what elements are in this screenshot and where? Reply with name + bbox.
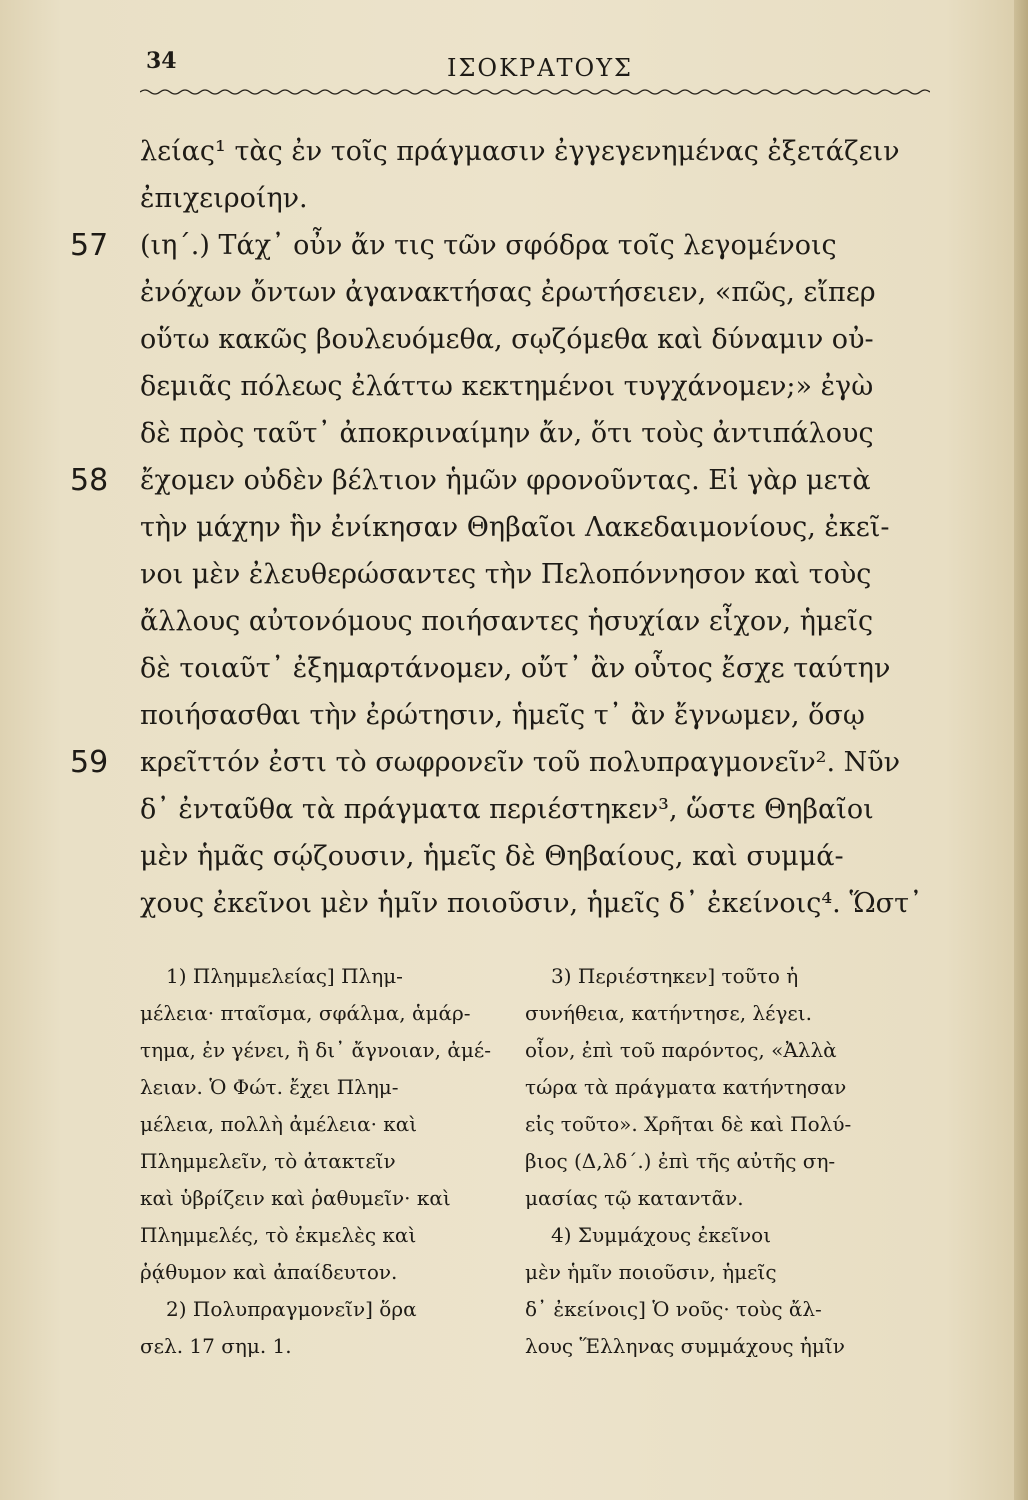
text-line (70, 504, 950, 551)
footnote-line: ῥᾴθυμον καὶ ἀπαίδευτον. (140, 1260, 398, 1284)
footnote-line: 1) Πλημμελείας] Πλημ- (166, 964, 403, 988)
footnote-line: λειαν. Ὁ Φώτ. ἔχει Πλημ- (140, 1075, 399, 1099)
line-text: δ᾽ ἐνταῦθα τὰ πράγματα περιέστηκεν³, ὥστε Θηβαῖοι (140, 794, 874, 825)
line-text: λείας¹ τὰς ἐν τοῖς πράγμασιν ἐγγεγενημένας ἐξετάζειν (140, 136, 900, 167)
footnote-line: Πλημμελές, τὸ ἐκμελὲς καὶ (140, 1223, 417, 1247)
footnote-line: δ᾽ ἐκείνοις] Ὁ νοῦς· τοὺς ἄλ- (525, 1297, 822, 1321)
text-line (70, 457, 950, 504)
text-line (70, 128, 950, 175)
line-text: τὴν μάχην ἣν ἐνίκησαν Θηβαῖοι Λακεδαιμονίους, ἐκεῖ- (140, 512, 890, 543)
footnote-line: οἷον, ἐπὶ τοῦ παρόντος, «Ἀλλὰ (525, 1038, 837, 1062)
footnote-line: μέλεια, πολλὴ ἀμέλεια· καὶ (140, 1112, 418, 1136)
line-text: χους ἐκεῖνοι μὲν ἡμῖν ποιοῦσιν, ἡμεῖς δ᾽ ἐκείνοις⁴. Ὥστ᾽ (140, 888, 923, 919)
section-number: 59 (70, 745, 109, 780)
running-head: ΙΣΟΚΡΑΤΟΥΣ (446, 54, 634, 82)
line-text: ποιήσασθαι τὴν ἐρώτησιν, ἡμεῖς τ᾽ ἂν ἔγνωμεν, ὅσῳ (140, 700, 865, 731)
footnotes-right (525, 958, 925, 1365)
text-line (70, 410, 950, 457)
footnote-line: καὶ ὑβρίζειν καὶ ῥαθυμεῖν· καὶ (140, 1186, 451, 1210)
line-text: δεμιᾶς πόλεως ἐλάττω κεκτημένοι τυγχάνομεν;» ἐγὼ (140, 371, 874, 402)
line-text: (ιη΄.) Τάχ᾽ οὖν ἄν τις τῶν σφόδρα τοῖς λεγομένοις (140, 230, 837, 261)
footnote-line: εἰς τοῦτο». Χρῆται δὲ καὶ Πολύ- (525, 1112, 852, 1136)
footnote-line: μασίας τῷ καταντᾶν. (525, 1186, 744, 1210)
wavy-rule (140, 88, 930, 96)
footnote-line: συνήθεια, κατήντησε, λέγει. (525, 1001, 812, 1025)
line-text: ἔχομεν οὐδὲν βέλτιον ἡμῶν φρονοῦντας. Εἰ γὰρ μετὰ (140, 465, 871, 496)
text-line (70, 551, 950, 598)
line-text: ἐνόχων ὄντων ἀγανακτήσας ἐρωτήσειεν, «πῶς, εἴπερ (140, 277, 876, 308)
text-line (70, 269, 950, 316)
footnote-line: τώρα τὰ πράγματα κατήντησαν (525, 1075, 847, 1099)
text-line (70, 880, 950, 927)
text-line (70, 786, 950, 833)
text-line (70, 645, 950, 692)
text-line (70, 363, 950, 410)
page-number: 34 (146, 48, 177, 74)
footnote-line: 3) Περιέστηκεν] τοῦτο ἡ (551, 964, 799, 988)
footnote-line: Πλημμελεῖν, τὸ ἀτακτεῖν (140, 1149, 396, 1173)
footnote-line: 4) Συμμάχους ἐκεῖνοι (551, 1223, 772, 1247)
main-text (70, 128, 950, 927)
text-line (70, 598, 950, 645)
footnote-line: βιος (Δ,λδ΄.) ἐπὶ τῆς αὐτῆς ση- (525, 1149, 836, 1173)
line-text: ἐπιχειροίην. (140, 183, 308, 214)
line-text: ἄλλους αὐτονόμους ποιήσαντες ἡσυχίαν εἶχον, ἡμεῖς (140, 606, 874, 637)
section-number: 58 (70, 463, 109, 498)
section-number: 57 (70, 228, 109, 263)
line-text: κρεῖττόν ἐστι τὸ σωφρονεῖν τοῦ πολυπραγμονεῖν². Νῦν (140, 747, 901, 778)
text-line (70, 316, 950, 363)
footnote-line: 2) Πολυπραγμονεῖν] ὅρα (166, 1297, 417, 1321)
book-spine (1014, 0, 1028, 1500)
line-text: δὲ τοιαῦτ᾽ ἐξημαρτάνομεν, οὔτ᾽ ἂν οὗτος ἔσχε ταύτην (140, 653, 891, 684)
line-text: δὲ πρὸς ταῦτ᾽ ἀποκριναίμην ἄν, ὅτι τοὺς ἀντιπάλους (140, 418, 874, 449)
line-text: μὲν ἡμᾶς σῴζουσιν, ἡμεῖς δὲ Θηβαίους, καὶ συμμά- (140, 841, 844, 872)
line-text: νοι μὲν ἐλευθερώσαντες τὴν Πελοπόννησον καὶ τοὺς (140, 559, 872, 590)
footnote-line: μὲν ἡμῖν ποιοῦσιν, ἡμεῖς (525, 1260, 777, 1284)
text-line (70, 175, 950, 222)
text-line (70, 833, 950, 880)
footnote-line: λους Ἕλληνας συμμάχους ἡμῖν (525, 1334, 845, 1358)
footnote-line: μέλεια· πταῖσμα, σφάλμα, ἁμάρ- (140, 1001, 471, 1025)
footnote-line: σελ. 17 σημ. 1. (140, 1334, 292, 1358)
page-header (140, 40, 940, 100)
footnote-line: τημα, ἐν γένει, ἢ δι᾽ ἄγνοιαν, ἀμέ- (140, 1038, 491, 1062)
line-text: οὕτω κακῶς βουλευόμεθα, σῳζόμεθα καὶ δύναμιν οὐ- (140, 324, 874, 355)
footnotes-left (140, 958, 520, 1365)
text-line (70, 222, 950, 269)
text-line (70, 739, 950, 786)
text-line (70, 692, 950, 739)
